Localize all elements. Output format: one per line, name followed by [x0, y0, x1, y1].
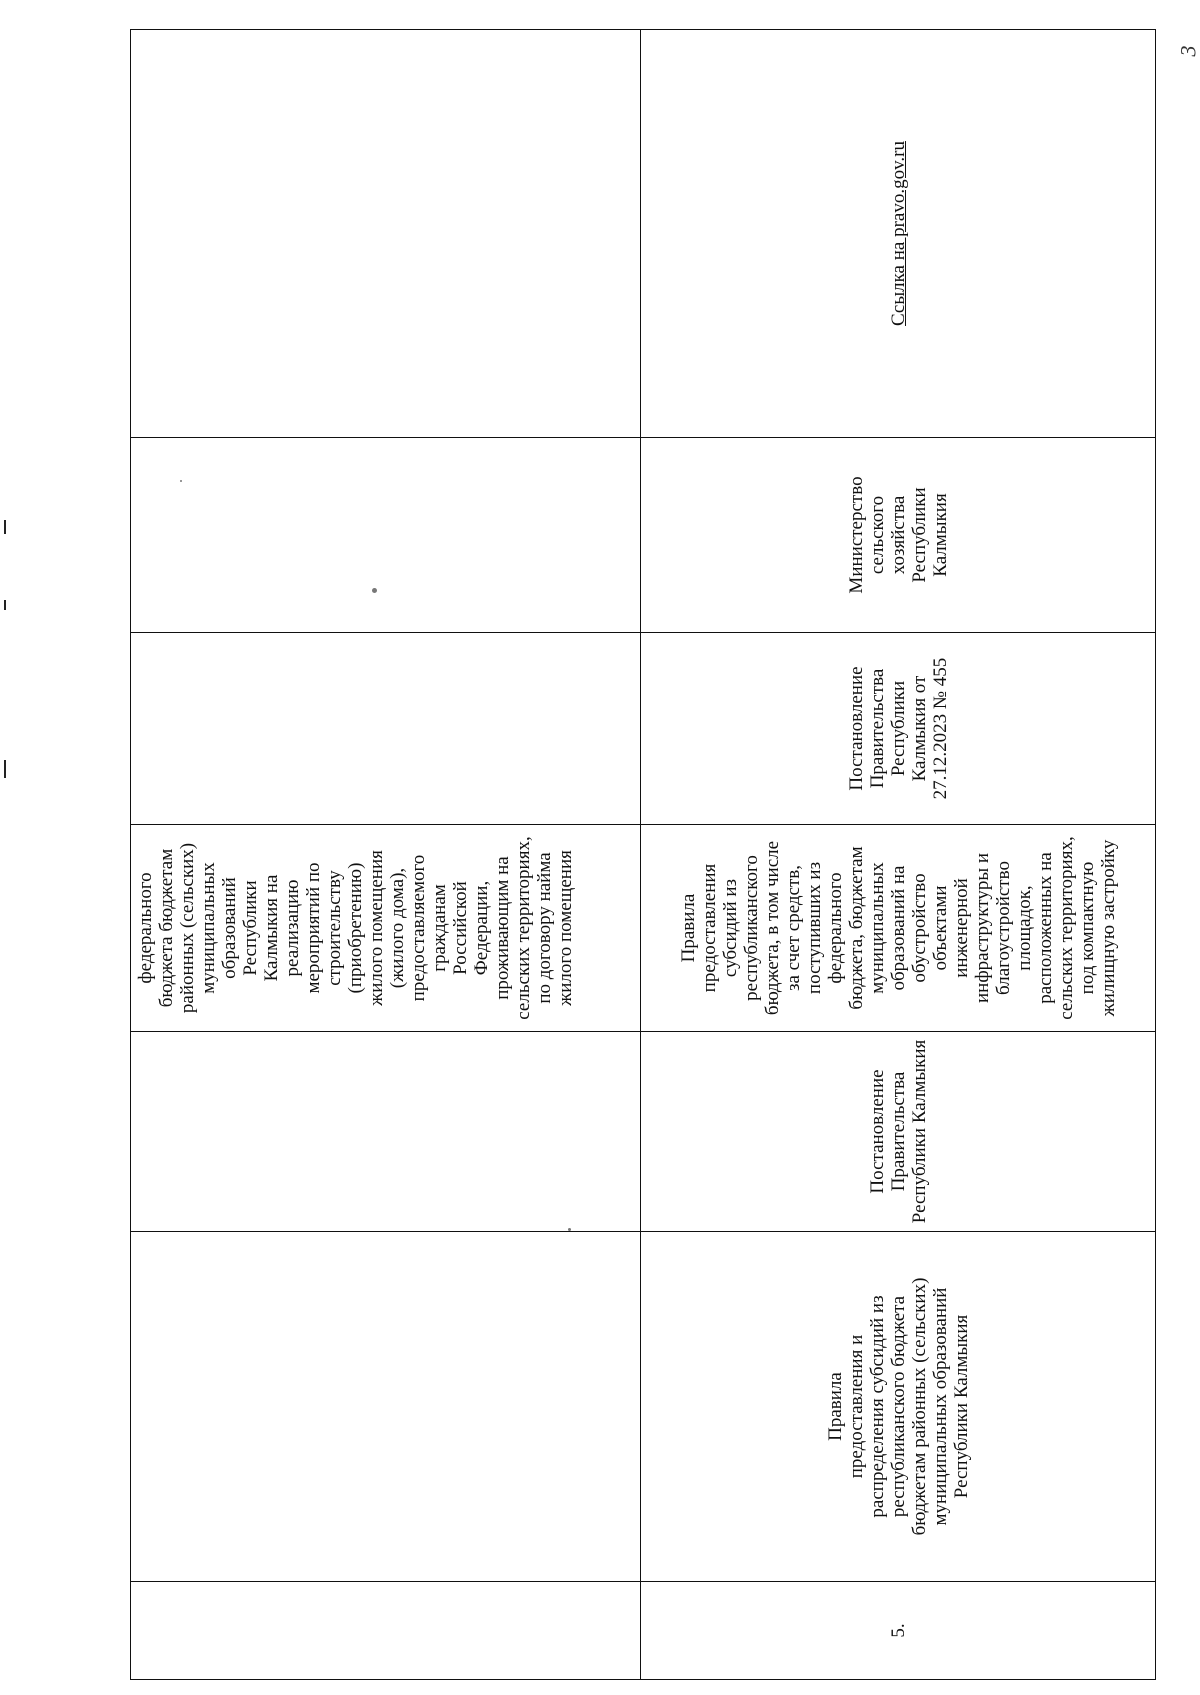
cell-link[interactable]	[641, 30, 1156, 438]
cell-act-type: Постановление Правительства Республики Калмыкия	[641, 1032, 1156, 1232]
acts-table	[130, 29, 1156, 1680]
cell-act-name: Правила предоставления субсидий из республиканского бюджета, в том числе за счет средств, поступивших из федерального бюджета, бюджетам муниципальных образований на обустройство объектами инженерной инфраструктуры и благоустройство площадок, расположенных на сельских территориях, под компактную жилищную застройку	[641, 825, 1156, 1032]
cell-act-type	[131, 1032, 641, 1232]
cell-link	[131, 30, 641, 438]
cell-act-details: Постановление Правительства Республики Калмыкия от 27.12.2023 № 455	[641, 633, 1156, 825]
cell-number: 5.	[641, 1582, 1156, 1680]
scan-edge-mark	[4, 760, 6, 778]
table-row	[131, 30, 641, 1680]
cell-number	[131, 1582, 641, 1680]
cell-act-name: федерального бюджета бюджетам районных (сельских) муниципальных образований Республики Калмыкия на реализацию мероприятий по строительству (приобретению) жилого помещения (жилого дома), предоставляемого гражданам Российской Федерации, проживающим на сельских территориях, по договору найма жилого помещения	[131, 825, 641, 1032]
rotated-table-wrapper	[130, 30, 1119, 1680]
scan-speck	[568, 1228, 571, 1231]
pravo-gov-link[interactable]: Ссылка на pravo.gov.ru	[887, 141, 909, 326]
cell-act-details	[131, 633, 641, 825]
page-number: 3	[1175, 45, 1200, 57]
table-row	[641, 30, 1156, 1680]
scan-speck	[372, 588, 377, 593]
cell-ministry: Министерство сельского хозяйства Республики Калмыкия	[641, 438, 1156, 633]
cell-title: Правила предоставления и распределения субсидий из республиканского бюджета бюджетам районных (сельских) муниципальных образований Республики Калмыкия	[641, 1232, 1156, 1582]
scan-speck	[180, 480, 182, 482]
scan-edge-mark	[4, 600, 6, 610]
scan-edge-mark	[4, 520, 6, 534]
cell-title	[131, 1232, 641, 1582]
cell-ministry	[131, 438, 641, 633]
